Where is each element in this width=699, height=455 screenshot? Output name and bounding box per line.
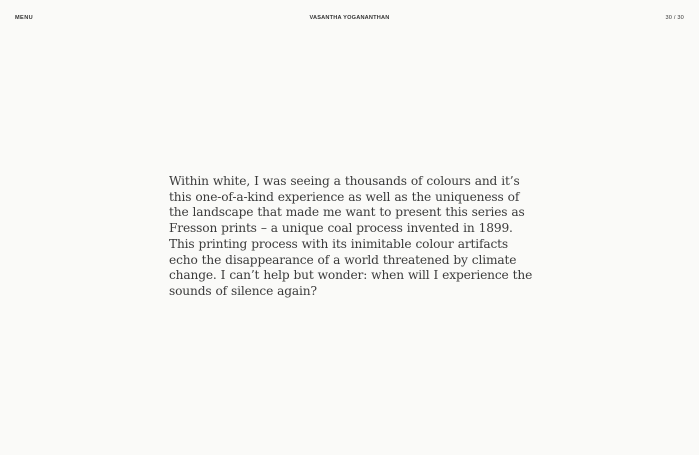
top-bar bbox=[0, 0, 699, 36]
site-title bbox=[0, 14, 699, 22]
page-counter: 30 / 30 bbox=[665, 15, 684, 21]
menu-button[interactable]: MENU bbox=[15, 15, 34, 21]
site-title-link[interactable]: VASANTHA YOGANANTHAN bbox=[309, 15, 390, 21]
artist-statement: Within white, I was seeing a thousands of colours and it’s this one-of-a-kind experience as well as the uniqueness of the landscape that made me want to present this series as Fresson prints – a unique coal process invented in 1899. This printing process with its inimitable colour artifacts echo the disappearance of a world threatened by climate change. I can’t help but wonder: when will I experience the sounds of silence again? bbox=[169, 174, 533, 298]
